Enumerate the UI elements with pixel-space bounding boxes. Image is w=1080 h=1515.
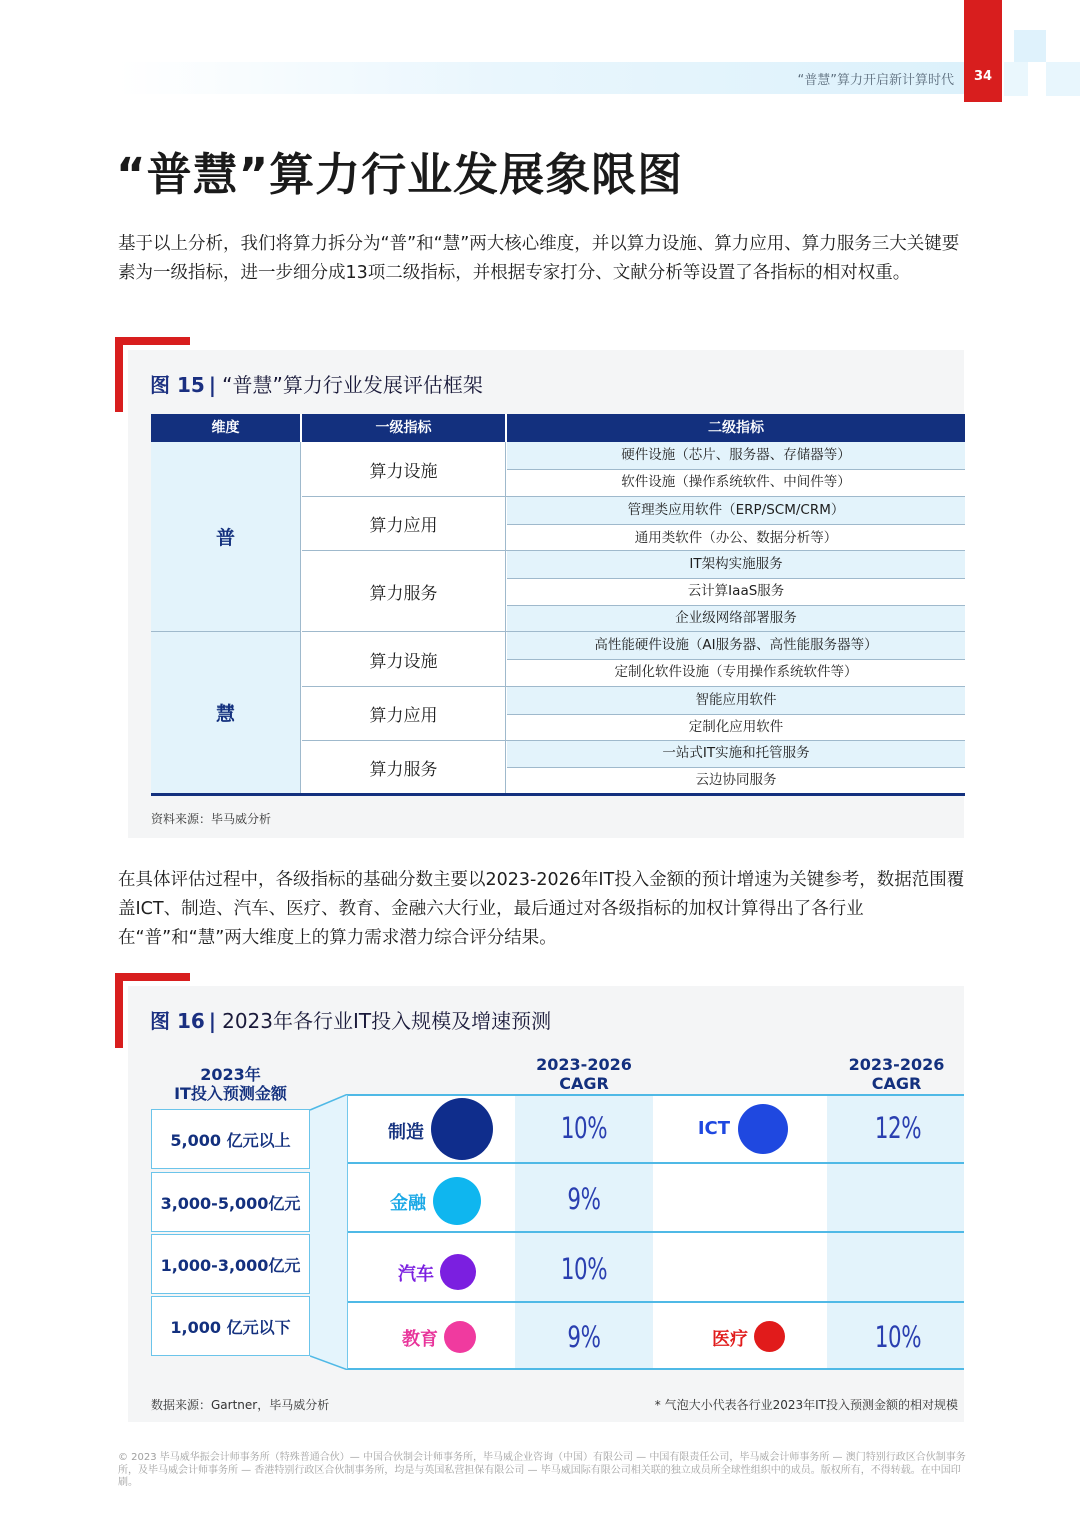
level1-cell: 算力应用 (302, 687, 505, 740)
cagr-header-line: CAGR (559, 1074, 609, 1093)
bubble-auto (440, 1254, 476, 1290)
grid-line (302, 550, 965, 551)
figure-15-label: 图 15 (150, 373, 205, 397)
methodology-paragraph: 在具体评估过程中，各级指标的基础分数主要以2023-2026年IT投入金额的预计增速为关键参考，数据范围覆盖ICT、制造、汽车、医疗、教育、金融六大行业，最后通过对各级指标的加权计算得出了各行业在“普”和“慧”两大维度上的算力需求潜力综合评分结果。 (118, 870, 965, 948)
level2-cell: 智能应用软件 (507, 687, 965, 714)
grid-line (302, 740, 965, 741)
cagr-header (829, 1055, 964, 1093)
copyright-footer: © 2023 毕马威华振会计师事务所（特殊普通合伙）— 中国合伙制会计师事务所，毕马威企业咨询（中国）有限公司 — 中国有限责任公司，毕马威会计师事务所 — 澳门特别行政区合伙制事务所，及毕马威会计师事务所 — 香港特别行政区合伙制事务所，均是与英国私营担保有限公司 — 毕马威国际有限公司相关联的独立成员所全球性组织中的成员。版权所有，不得转载。在中国印刷。 (118, 1452, 966, 1488)
decor-square (1014, 30, 1046, 62)
industry-label-auto: 汽车 (398, 1264, 434, 1285)
cagr-header-line: CAGR (871, 1074, 922, 1093)
evaluation-framework-table (151, 414, 965, 796)
page-number: 34 (973, 69, 993, 84)
dimension-cell: 慧 (151, 632, 300, 793)
grid-row-line (348, 1231, 964, 1233)
page-number-tab (964, 0, 1002, 102)
level2-cell: 硬件设施（芯片、服务器、存储器等） (507, 442, 965, 469)
figure-16-source: 数据来源：Gartner，毕马威分析 (151, 1398, 330, 1412)
it-spend-header-line: 2023年 (200, 1065, 261, 1084)
level2-cell: 定制化应用软件 (688, 719, 784, 735)
bubble-ict (738, 1104, 788, 1154)
level1-cell: 算力服务 (302, 551, 505, 631)
figure-15-source: 资料来源：毕马威分析 (151, 812, 272, 826)
figure-16-title: 图 16 | 2023年各行业IT投入规模及增速预测 (150, 1009, 552, 1033)
figure-16-caption: 2023年各行业IT投入规模及增速预测 (222, 1009, 552, 1033)
it-spend-header (151, 1065, 310, 1103)
grid-line (507, 578, 965, 579)
cagr-header-line: 2023-2026 (848, 1055, 945, 1074)
figure-corner-accent (115, 337, 123, 412)
grid-row-line (348, 1094, 964, 1096)
industry-label-healthcare: 医疗 (712, 1329, 748, 1350)
grid-line (507, 524, 965, 525)
bubble-finance (433, 1177, 481, 1225)
it-spend-header-line: IT投入预测金额 (174, 1084, 287, 1103)
grid-row-line (348, 1301, 964, 1303)
decor-square (1046, 62, 1080, 96)
level1-cell: 算力设施 (302, 632, 505, 686)
level2-cell: 管理类应用软件（ERP/SCM/CRM） (507, 497, 965, 524)
figure-corner-accent (115, 973, 123, 1048)
column-header-level1: 一级指标 (375, 420, 432, 436)
level1-cell: 算力设施 (302, 442, 505, 496)
grid-line (302, 631, 965, 632)
level1-cell: 算力应用 (302, 497, 505, 550)
grid-line (151, 631, 300, 632)
level2-cell: 企业级网络部署服务 (507, 605, 965, 631)
cagr-education: 9% (567, 1320, 601, 1354)
running-title: “普慧”算力开启新计算时代 (797, 73, 954, 88)
grid-line (507, 659, 965, 660)
dimension-cell: 普 (151, 442, 300, 631)
tier-box: 1,000-3,000亿元 (151, 1234, 310, 1294)
figure-15-title: 图 15 | “普慧”算力行业发展评估框架 (150, 373, 483, 397)
bubble-healthcare (754, 1321, 785, 1352)
tier-box: 5,000 亿元以上 (151, 1109, 310, 1169)
cagr-header-line: 2023-2026 (536, 1055, 632, 1074)
industry-label-finance: 金融 (390, 1193, 426, 1214)
level2-cell: 一站式IT实施和托管服务 (507, 741, 965, 767)
grid-line (302, 496, 965, 497)
grid-line (300, 442, 301, 793)
level2-cell: 云边协同服务 (695, 772, 777, 788)
column-header-dimension: 维度 (211, 420, 240, 436)
column-header-level2: 二级指标 (708, 420, 764, 436)
level1-cell: 算力服务 (302, 741, 505, 793)
grid-line (302, 686, 965, 687)
industry-label-manufacturing: 制造 (388, 1122, 424, 1143)
level2-cell: 云计算IaaS服务 (687, 583, 785, 599)
figure-15-caption: “普慧”算力行业发展评估框架 (222, 373, 483, 397)
cagr-header (515, 1055, 653, 1093)
decor-square (1004, 62, 1028, 96)
industry-label-ict: ICT (697, 1118, 730, 1139)
bubble-education (444, 1321, 476, 1353)
grid-line (507, 714, 965, 715)
intro-paragraph: 基于以上分析，我们将算力拆分为“普”和“慧”两大核心维度，并以算力设施、算力应用、算力服务三大关键要素为一级指标，进一步细分成13项二级指标，并根据专家打分、文献分析等设置了各指标的相对权重。 (118, 234, 960, 283)
tier-box: 3,000-5,000亿元 (151, 1172, 310, 1232)
page-title: “普慧”算力行业发展象限图 (116, 148, 684, 201)
industry-label-education: 教育 (402, 1329, 438, 1350)
grid-row-line (348, 1162, 964, 1164)
grid-line (507, 605, 965, 606)
grid-line (507, 767, 965, 768)
cagr-manufacturing: 10% (560, 1111, 608, 1145)
level2-cell: 高性能硬件设施（AI服务器、高性能服务器等） (507, 632, 965, 659)
figure-corner-accent (115, 337, 190, 345)
level2-cell: 通用类软件（办公、数据分析等） (634, 530, 838, 546)
figure-16-note: * 气泡大小代表各行业2023年IT投入预测金额的相对规模 (654, 1398, 958, 1412)
level2-cell: 软件设施（操作系统软件、中间件等） (621, 474, 851, 490)
figure-16-label: 图 16 (150, 1009, 205, 1033)
cagr-healthcare: 10% (874, 1320, 922, 1354)
table-header-row (151, 414, 965, 442)
tier-connector (310, 1094, 350, 1370)
cagr-ict: 12% (874, 1111, 922, 1145)
bubble-manufacturing (431, 1098, 493, 1160)
grid-line (507, 469, 965, 470)
tier-box: 1,000 亿元以下 (151, 1296, 310, 1356)
cagr-auto: 10% (560, 1252, 608, 1286)
level2-cell: 定制化软件设施（专用操作系统软件等） (614, 664, 858, 680)
level2-cell: IT架构实施服务 (507, 551, 965, 578)
figure-corner-accent (115, 973, 190, 981)
cagr-finance: 9% (567, 1182, 601, 1216)
grid-row-line (348, 1368, 964, 1370)
table-bottom-rule (151, 793, 965, 796)
